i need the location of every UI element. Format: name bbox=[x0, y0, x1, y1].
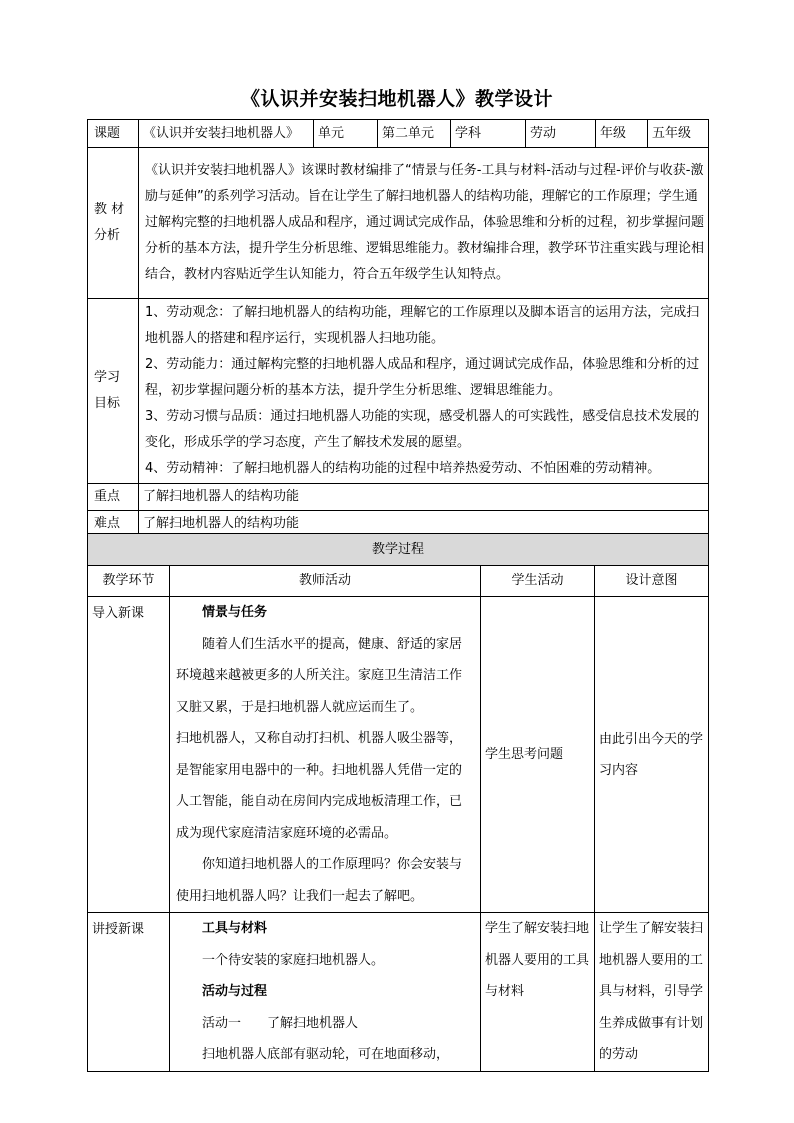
teacher-activity-cell bbox=[170, 597, 481, 913]
stage-cell: 导入新课 bbox=[88, 597, 170, 913]
difficulty-label: 难点 bbox=[88, 511, 139, 538]
column-header-student: 学生活动 bbox=[481, 566, 595, 597]
stage-cell: 讲授新课 bbox=[88, 913, 170, 1072]
unit-label: 单元 bbox=[314, 120, 378, 148]
teacher-paragraph: 活动一 了解扫地机器人 bbox=[202, 1015, 359, 1031]
info-table bbox=[87, 119, 709, 538]
analysis-label-line2: 分析 bbox=[94, 228, 121, 243]
objectives-label bbox=[88, 299, 139, 484]
analysis-label bbox=[88, 148, 139, 299]
analysis-label-line1: 教 材 bbox=[94, 202, 125, 217]
key-value: 了解扫地机器人的结构功能 bbox=[139, 484, 709, 511]
teacher-paragraph: 随着人们生活水平的提高，健康、舒适的家居环境越来越被更多的人所关注。家庭卫生清洁工作又脏又累，于是扫地机器人就应运而生了。 bbox=[176, 636, 463, 715]
column-header-stage: 教学环节 bbox=[88, 566, 170, 597]
teacher-paragraph: 扫地机器人，又称自动打扫机、机器人吸尘器等，是智能家用电器中的一种。扫地机器人凭借一定的人工智能，能自动在房间内完成地板清理工作，已成为现代家庭清洁家庭环境的必需品。 bbox=[176, 731, 463, 841]
column-header-intent: 设计意图 bbox=[595, 566, 709, 597]
unit-value: 第二单元 bbox=[378, 120, 451, 148]
process-column-headers bbox=[88, 566, 709, 597]
teacher-heading: 工具与材料 bbox=[202, 921, 268, 936]
info-row-key bbox=[88, 484, 709, 511]
student-activity-cell: 学生了解安装扫地机器人要用的工具与材料 bbox=[481, 913, 595, 1072]
topic-value: 《认识并安装扫地机器人》 bbox=[139, 120, 314, 148]
teacher-heading: 情景与任务 bbox=[202, 605, 268, 620]
teacher-paragraph: 扫地机器人底部有驱动轮，可在地面移动， bbox=[202, 1047, 450, 1062]
process-row-teaching bbox=[88, 913, 709, 1072]
teacher-heading: 活动与过程 bbox=[202, 984, 268, 999]
objective-item: 1、劳动观念：了解扫地机器人的结构功能，理解它的工作原理以及脚本语言的运用方法，完成扫地机器人的搭建和程序运行，实现机器人扫地功能。 bbox=[145, 305, 700, 346]
info-row-basic bbox=[88, 120, 709, 148]
student-activity-cell: 学生思考问题 bbox=[481, 597, 595, 913]
subject-value: 劳动 bbox=[526, 120, 596, 148]
grade-label: 年级 bbox=[596, 120, 648, 148]
objectives-label-line2: 目标 bbox=[94, 396, 121, 411]
process-header: 教学过程 bbox=[88, 534, 709, 566]
design-intent-cell: 由此引出今天的学习内容 bbox=[595, 597, 709, 913]
process-header-row bbox=[88, 534, 709, 566]
objective-item: 3、劳动习惯与品质：通过扫地机器人功能的实现，感受机器人的可实践性，感受信息技术发展的变化，形成乐学的学习态度，产生了解技术发展的愿望。 bbox=[145, 409, 700, 450]
teacher-activity-cell bbox=[170, 913, 481, 1072]
topic-label: 课题 bbox=[88, 120, 139, 148]
subject-label: 学科 bbox=[451, 120, 526, 148]
difficulty-value: 了解扫地机器人的结构功能 bbox=[139, 511, 709, 538]
objective-item: 4、劳动精神：了解扫地机器人的结构功能的过程中培养热爱劳动、不怕困难的劳动精神。 bbox=[145, 461, 661, 476]
teacher-paragraph: 一个待安装的家庭扫地机器人。 bbox=[202, 952, 385, 968]
teacher-paragraph: 你知道扫地机器人的工作原理吗？你会安装与使用扫地机器人吗？让我们一起去了解吧。 bbox=[176, 857, 463, 904]
objectives-label-line1: 学习 bbox=[94, 370, 121, 385]
info-row-objectives bbox=[88, 299, 709, 484]
process-row-intro bbox=[88, 597, 709, 913]
column-header-teacher: 教师活动 bbox=[170, 566, 481, 597]
process-table bbox=[87, 533, 709, 1072]
info-row-analysis bbox=[88, 148, 709, 299]
design-intent-cell: 让学生了解安装扫地机器人要用的工具与材料，引导学生养成做事有计划的劳动 bbox=[595, 913, 709, 1072]
objective-item: 2、劳动能力：通过解构完整的扫地机器人成品和程序，通过调试完成作品，体验思维和分析的过程，初步掌握问题分析的基本方法，提升学生分析思维、逻辑思维能力。 bbox=[145, 357, 700, 398]
analysis-text: 《认识并安装扫地机器人》该课时教材编排了“情景与任务-工具与材料-活动与过程-评价与收获-激励与延伸”的系列学习活动。旨在让学生了解扫地机器人的结构功能，理解它的工作原理；学生通过解构完整的扫地机器人成品和程序，通过调试完成作品，体验思维和分析的过程，初步掌握问题分析的基本方法，提升学生分析思维、逻辑思维能力。教材编排合理，教学环节注重实践与理论相结合，教材内容贴近学生认知能力，符合五年级学生认知特点。 bbox=[139, 148, 709, 299]
grade-value: 五年级 bbox=[648, 120, 709, 148]
objectives-list bbox=[139, 299, 709, 484]
document-title: 《认识并安装扫地机器人》教学设计 bbox=[240, 88, 553, 110]
key-label: 重点 bbox=[88, 484, 139, 511]
